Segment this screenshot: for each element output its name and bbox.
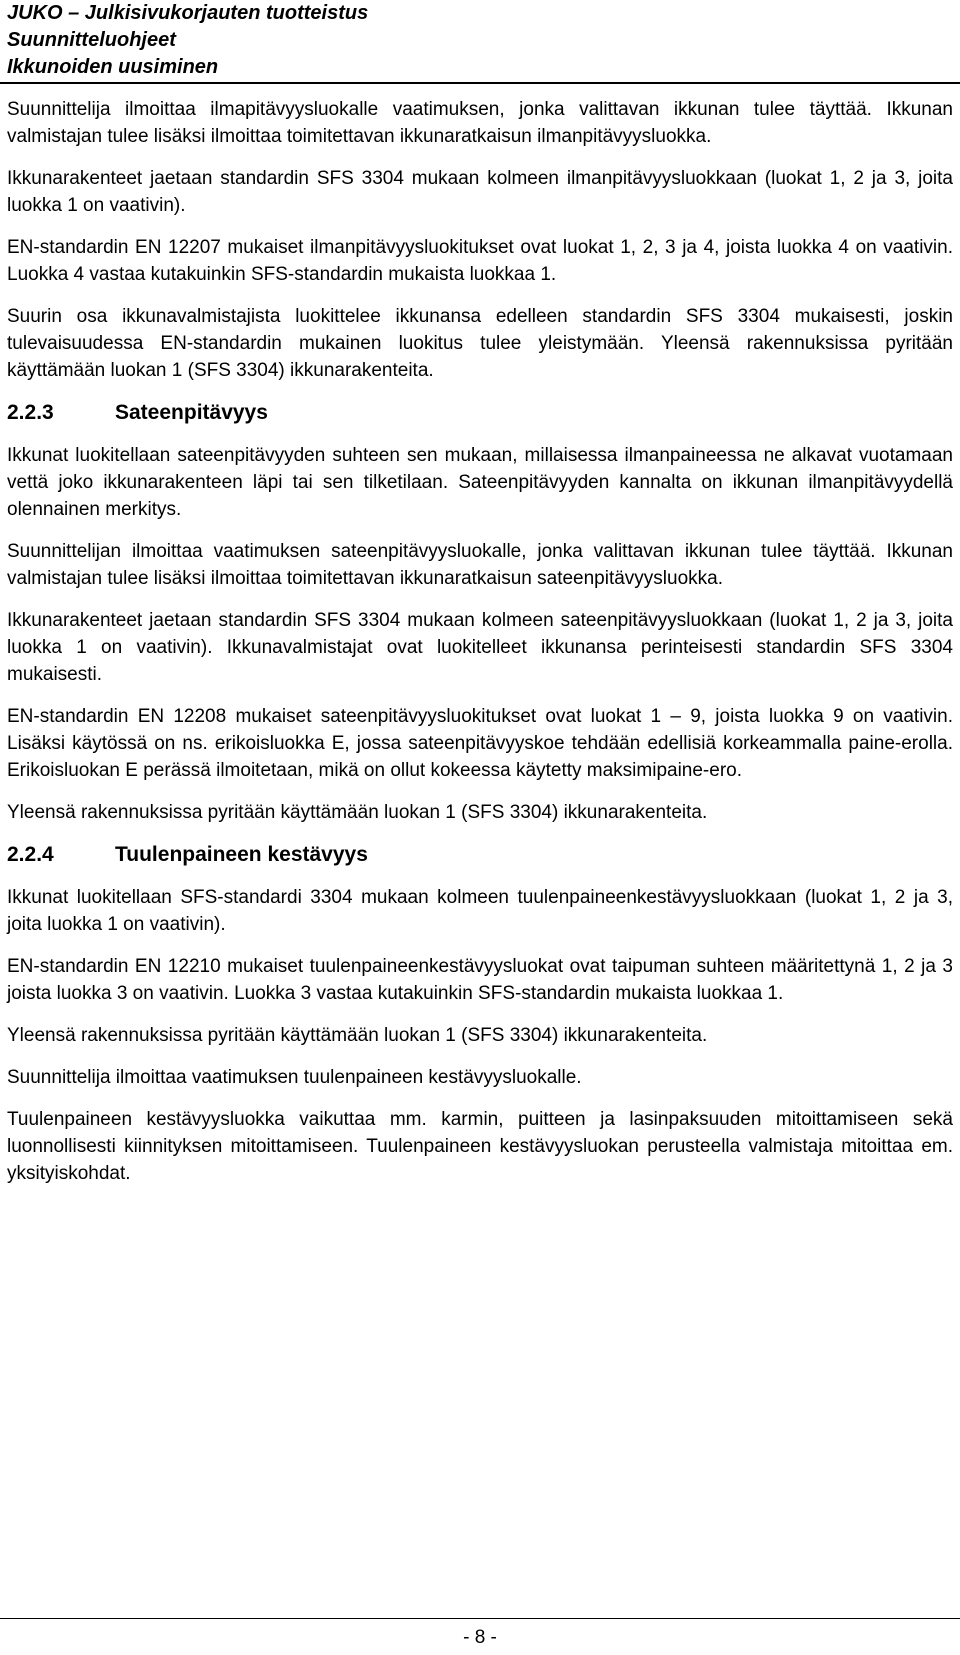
- document-body: [7, 96, 953, 1202]
- page-header: [7, 0, 368, 81]
- paragraph: Suurin osa ikkunavalmistajista luokittelee ikkunansa edelleen standardin SFS 3304 mukaisesti, joskin tulevaisuudessa EN-standardin mukainen luokitus tulee yleistymään. Yleensä rakennuksissa pyritään käyttämään luokan 1 (SFS 3304) ikkunarakenteita.: [7, 306, 953, 381]
- paragraph: Yleensä rakennuksissa pyritään käyttämään luokan 1 (SFS 3304) ikkunarakenteita.: [7, 1025, 708, 1046]
- footer-divider: [0, 1618, 960, 1619]
- paragraph: Suunnittelijan ilmoittaa vaatimuksen sateenpitävyysluokalle, jonka valittavan ikkunan tulee täyttää. Ikkunan valmistajan tulee lisäksi ilmoittaa toimitettavan ikkunaratkaisun sateenpitävyysluokka.: [7, 541, 953, 589]
- paragraph: EN-standardin EN 12207 mukaiset ilmanpitävyysluokitukset ovat luokat 1, 2, 3 ja 4, joista luokka 4 on vaativin. Luokka 4 vastaa kutakuinkin SFS-standardin mukaista luokkaa 1.: [7, 237, 953, 285]
- paragraph: Yleensä rakennuksissa pyritään käyttämään luokan 1 (SFS 3304) ikkunarakenteita.: [7, 802, 708, 823]
- section-title: Sateenpitävyys: [115, 401, 268, 424]
- section-heading-2-2-3: [7, 399, 953, 426]
- paragraph: Suunnittelija ilmoittaa ilmapitävyysluokalle vaatimuksen, jonka valittavan ikkunan tulee täyttää. Ikkunan valmistajan tulee lisäksi ilmoittaa toimitettavan ikkunaratkaisun ilmanpitävyysluokka.: [7, 99, 953, 147]
- section-number: 2.2.4: [7, 843, 54, 866]
- paragraph: Ikkunarakenteet jaetaan standardin SFS 3304 mukaan kolmeen sateenpitävyysluokkaan (luokat 1, 2 ja 3, joita luokka 1 on vaativin). Ikkunavalmistajat ovat luokitelleet ikkunansa perinteisesti standardin SFS 3304 mukaisesti.: [7, 610, 953, 685]
- header-document-title: Suunnitteluohjeet: [7, 29, 176, 51]
- header-project-title: JUKO – Julkisivukorjauten tuotteistus: [7, 2, 369, 24]
- paragraph: Ikkunarakenteet jaetaan standardin SFS 3304 mukaan kolmeen ilmanpitävyysluokkaan (luokat 1, 2 ja 3, joita luokka 1 on vaativin).: [7, 168, 953, 216]
- paragraph: Tuulenpaineen kestävyysluokka vaikuttaa mm. karmin, puitteen ja lasinpaksuuden mitoittamiseen sekä luonnollisesti kiinnityksen mitoittamiseen. Tuulenpaineen kestävyysluokan perusteella valmistaja mitoittaa em. yksityiskohdat.: [7, 1109, 953, 1184]
- paragraph: Ikkunat luokitellaan sateenpitävyyden suhteen sen mukaan, millaisessa ilmanpaineessa ne alkavat vuotamaan vettä joko ikkunarakenteen läpi tai sen tilketilaan. Sateenpitävyyden kannalta on ikkunan ilmanpitävyydellä olennainen merkitys.: [7, 445, 953, 520]
- section-title: Tuulenpaineen kestävyys: [115, 843, 368, 866]
- paragraph: Ikkunat luokitellaan SFS-standardi 3304 mukaan kolmeen tuulenpaineenkestävyysluokkaan (luokat 1, 2 ja 3, joita luokka 1 on vaativin).: [7, 887, 953, 935]
- header-subject-title: Ikkunoiden uusiminen: [7, 56, 219, 78]
- paragraph: EN-standardin EN 12208 mukaiset sateenpitävyysluokitukset ovat luokat 1 – 9, joista luokka 9 on vaativin. Lisäksi käytössä on ns. erikoisluokka E, jossa sateenpitävyyskoe tehdään edellisiä korkeammalla paine-erolla. Erikoisluokan E perässä ilmoitetaan, mikä on ollut kokeessa käytetty maksimipaine-ero.: [7, 706, 953, 781]
- header-divider: [0, 82, 960, 84]
- paragraph: Suunnittelija ilmoittaa vaatimuksen tuulenpaineen kestävyysluokalle.: [7, 1067, 582, 1088]
- section-number: 2.2.3: [7, 401, 54, 424]
- paragraph: EN-standardin EN 12210 mukaiset tuulenpaineenkestävyysluokat ovat taipuman suhteen määritettynä 1, 2 ja 3 joista luokka 3 on vaativin. Luokka 3 vastaa kutakuinkin SFS-standardin mukaista luokkaa 1.: [7, 956, 953, 1004]
- section-heading-2-2-4: [7, 841, 953, 868]
- page-number: - 8 -: [463, 1627, 497, 1648]
